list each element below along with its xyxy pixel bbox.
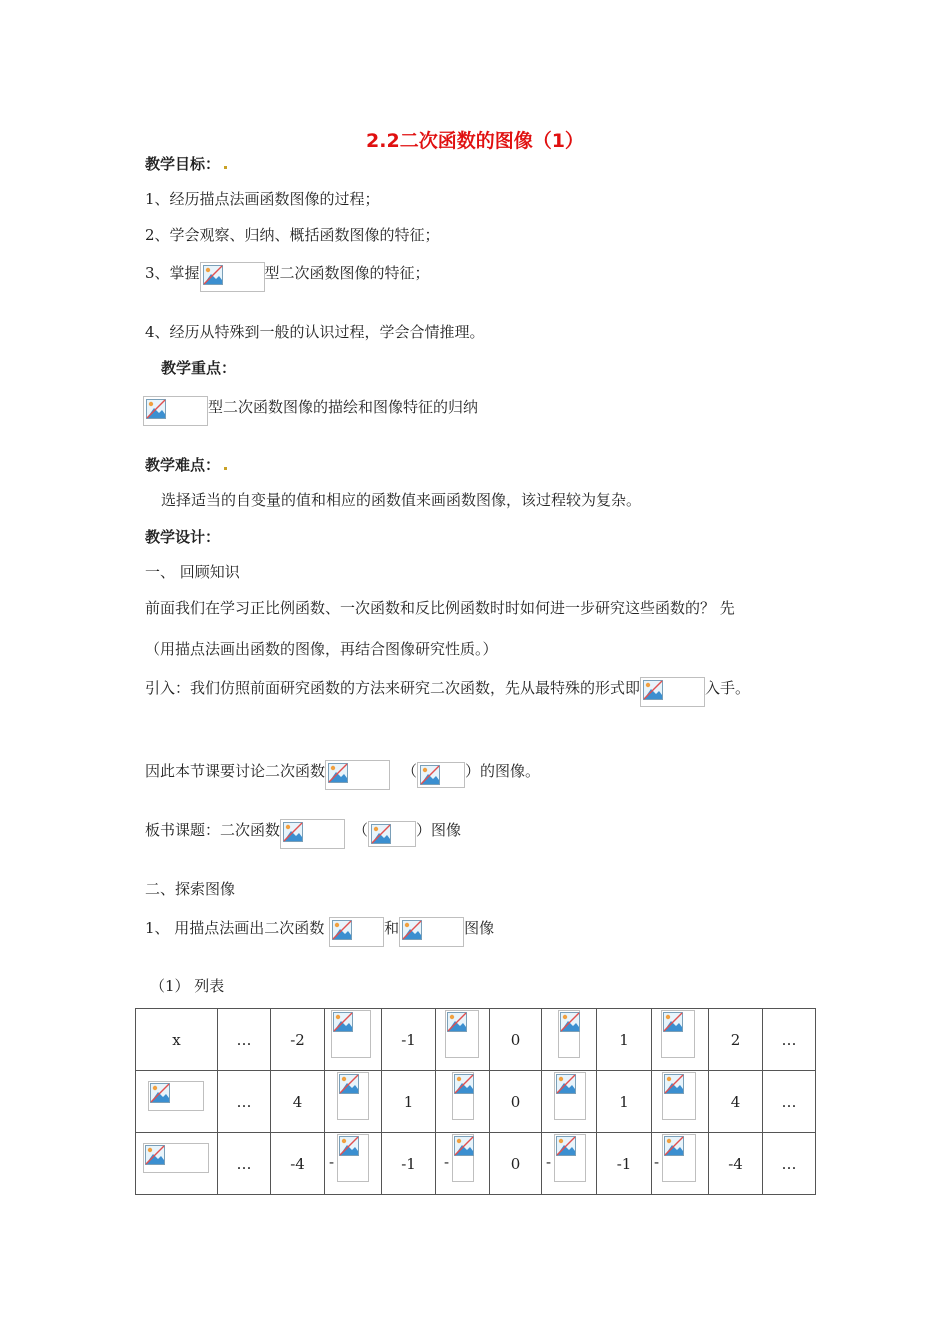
- paragraph-4-text-a: 因此本节课要讨论二次函数: [145, 762, 326, 780]
- formula-image-icon: [399, 917, 464, 947]
- formula-image-icon: [417, 762, 465, 788]
- difficulties-heading-text: 教学难点：: [145, 456, 221, 474]
- goals-heading-text: 教学目标：: [145, 155, 221, 173]
- formula-image-icon: [148, 1081, 204, 1111]
- table-row: [136, 1133, 816, 1195]
- table-cell: [436, 1133, 490, 1195]
- page-title: 2.2二次函数的图像（1）: [366, 130, 584, 152]
- goal-item-4: 4、经历从特殊到一般的认识过程，学会合情推理。: [145, 323, 485, 341]
- minus-sign: -: [654, 1153, 660, 1171]
- formula-image-icon: [337, 1072, 369, 1120]
- table-cell: x: [136, 1009, 218, 1071]
- table-cell: 1: [382, 1071, 436, 1133]
- paragraph-2: （用描点法画出函数的图像，再结合图像研究性质。）: [145, 640, 498, 658]
- table-row: [136, 1009, 816, 1071]
- paragraph-5: [145, 819, 461, 849]
- formula-image-icon: [662, 1134, 696, 1182]
- table-cell: 0: [490, 1009, 542, 1071]
- formula-image-icon: [200, 262, 265, 292]
- formula-image-icon: [280, 819, 345, 849]
- table-cell: -4: [709, 1133, 763, 1195]
- design-heading: 教学设计：: [145, 528, 221, 546]
- table-cell: …: [218, 1133, 271, 1195]
- table-cell: -1: [382, 1133, 436, 1195]
- section-2-heading: 二、探索图像: [145, 880, 236, 898]
- goal-item-1: 1、经历描点法画函数图像的过程；: [145, 190, 380, 208]
- paragraph-5-text-b: （: [353, 821, 369, 839]
- formula-image-icon: [661, 1010, 695, 1058]
- mark-dot: [224, 467, 227, 470]
- table-row: [136, 1071, 816, 1133]
- goals-heading: [145, 153, 227, 174]
- paragraph-4: [145, 760, 540, 790]
- table-cell: [325, 1071, 382, 1133]
- table-cell: 1: [597, 1009, 652, 1071]
- formula-image-icon: [452, 1072, 474, 1120]
- goal-item-2: 2、学会观察、归纳、概括函数图像的特征；: [145, 226, 440, 244]
- formula-image-icon: [640, 677, 705, 707]
- value-table: [135, 1008, 816, 1195]
- difficulties-text: 选择适当的自变量的值和相应的函数值来画函数图像，该过程较为复杂。: [161, 491, 642, 509]
- paragraph-3: [145, 677, 750, 707]
- key-points-text-body: 型二次函数图像的描绘和图像特征的归纳: [208, 398, 479, 416]
- table-cell: [436, 1071, 490, 1133]
- table-cell: …: [218, 1071, 271, 1133]
- table-cell: [542, 1133, 597, 1195]
- formula-image-icon: [368, 821, 416, 847]
- paragraph-5-text-c: ）图像: [416, 821, 462, 839]
- table-cell: …: [763, 1133, 816, 1195]
- section-1-heading: 一、 回顾知识: [145, 563, 240, 581]
- formula-image-icon: [445, 1010, 479, 1058]
- table-cell: 1: [597, 1071, 652, 1133]
- paragraph-6-text-a: 1、 用描点法画出二次函数: [145, 919, 330, 937]
- table-cell: …: [763, 1009, 816, 1071]
- goal-item-3: [145, 262, 430, 292]
- key-points-heading: 教学重点：: [161, 359, 237, 377]
- formula-image-icon: [143, 1143, 209, 1173]
- table-cell: [652, 1009, 709, 1071]
- key-points-text: [143, 396, 478, 426]
- formula-image-icon: [143, 396, 208, 426]
- table-cell: …: [763, 1071, 816, 1133]
- paragraph-4-text-b: （: [402, 762, 418, 780]
- table-cell: [542, 1009, 597, 1071]
- formula-image-icon: [554, 1134, 586, 1182]
- formula-image-icon: [662, 1072, 696, 1120]
- minus-sign: -: [546, 1153, 552, 1171]
- table-cell: [652, 1071, 709, 1133]
- table-cell: [436, 1009, 490, 1071]
- formula-image-icon: [554, 1072, 586, 1120]
- paragraph-1: 前面我们在学习正比例函数、一次函数和反比例函数时时如何进一步研究这些函数的？ 先: [145, 599, 735, 617]
- formula-image-icon: [558, 1010, 580, 1058]
- table-cell: 4: [271, 1071, 325, 1133]
- formula-image-icon: [325, 760, 390, 790]
- formula-image-icon: [329, 917, 384, 947]
- paragraph-6-text-c: 图像: [464, 919, 495, 937]
- formula-image-icon: [452, 1134, 474, 1182]
- paragraph-7: （1） 列表: [150, 977, 225, 995]
- table-cell: 2: [709, 1009, 763, 1071]
- table-cell: 0: [490, 1071, 542, 1133]
- table-cell: [136, 1133, 218, 1195]
- table-cell: [325, 1009, 382, 1071]
- table-cell: -2: [271, 1009, 325, 1071]
- goal-item-3-text-b: 型二次函数图像的特征；: [264, 264, 430, 282]
- paragraph-6: [145, 917, 494, 947]
- table-cell: …: [218, 1009, 271, 1071]
- formula-image-icon: [337, 1134, 369, 1182]
- table-cell: -1: [597, 1133, 652, 1195]
- paragraph-6-text-b: 和: [384, 919, 400, 937]
- mark-dot: [224, 166, 227, 169]
- paragraph-3-text-a: 引入：我们仿照前面研究函数的方法来研究二次函数，先从最特殊的形式即: [145, 679, 641, 697]
- paragraph-5-text-a: 板书课题：二次函数: [145, 821, 281, 839]
- table-cell: [652, 1133, 709, 1195]
- table-cell: [542, 1071, 597, 1133]
- goal-item-3-text-a: 3、掌握: [145, 264, 200, 282]
- paragraph-3-text-b: 入手。: [705, 679, 751, 697]
- minus-sign: -: [444, 1153, 450, 1171]
- table-cell: [325, 1133, 382, 1195]
- table-cell: -1: [382, 1009, 436, 1071]
- table-cell: [136, 1071, 218, 1133]
- table-cell: -4: [271, 1133, 325, 1195]
- table-cell: 0: [490, 1133, 542, 1195]
- formula-image-icon: [331, 1010, 371, 1058]
- table-cell: 4: [709, 1071, 763, 1133]
- paragraph-4-text-c: ）的图像。: [465, 762, 541, 780]
- minus-sign: -: [329, 1153, 335, 1171]
- difficulties-heading: [145, 454, 227, 475]
